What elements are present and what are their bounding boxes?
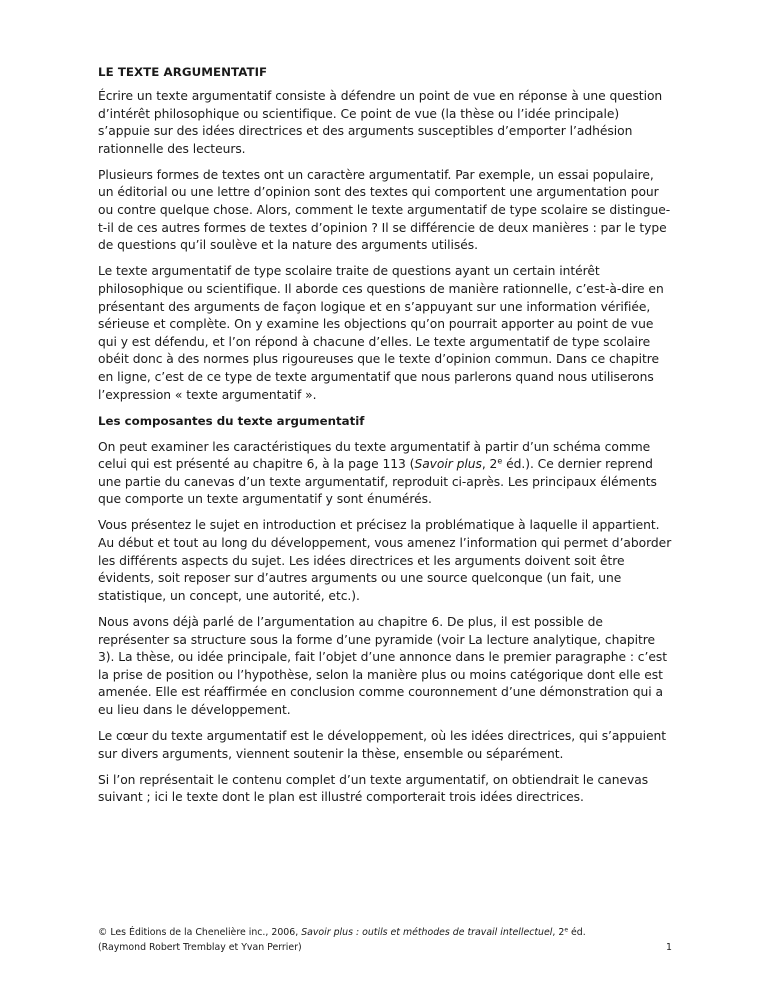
- footer-bottom-line: [98, 940, 672, 955]
- paragraph-scolaire: Le texte argumentatif de type scolaire traite de questions ayant un certain intérêt philosophique ou scientifique. Il aborde ces questions de manière rationnelle, c’est-à-dire en présentant des arguments de façon logique et en s’appuyant sur une information vérifiée, sérieuse et complète. On y examine les objections qu’on pourrait apporter au point de vue qui y est défendu, et l’on répond à chacune d’elles. Le texte argumentatif de type scolaire obéit donc à des normes plus rigoureuses que le texte d’opinion commun. Dans ce chapitre en ligne, c’est de ce type de texte argumentatif que nous parlerons quand nous utiliserons l’expression « texte argumentatif ».: [98, 264, 664, 402]
- page-footer: [98, 925, 672, 955]
- edition-superscript: e: [497, 456, 503, 466]
- footer-edition-number: , 2: [552, 927, 565, 938]
- footer-authors: (Raymond Robert Tremblay et Yvan Perrier): [98, 942, 302, 953]
- paragraph-coeur: Le cœur du texte argumentatif est le développement, où les idées directrices, qui s’appuient sur divers arguments, viennent soutenir la thèse, ensemble ou séparément.: [98, 729, 667, 761]
- edition-number: , 2: [481, 457, 498, 472]
- section-heading: Les composantes du texte argumentatif: [98, 413, 365, 428]
- paragraph-intro: Écrire un texte argumentatif consiste à défendre un point de vue en réponse à une question d’intérêt philosophique ou scientifique. Ce point de vue (la thèse ou l’idée principale) s’appuie sur des idées directrices et des arguments susceptibles d’emporter l’adhésion rationnelle des lecteurs.: [98, 89, 663, 156]
- footer-edition-suffix: éd.: [568, 927, 586, 938]
- footer-copyright: [98, 925, 672, 940]
- paragraph-pyramide: Nous avons déjà parlé de l’argumentation au chapitre 6. De plus, il est possible de représenter sa structure sous la forme d’une pyramide (voir La lecture analytique, chapitre 3). La thèse, ou idée principale, fait l’objet d’une annonce dans le premier paragraphe : c’est la prise de position ou l’hypothèse, selon la manière plus ou moins catégorique dont elle est amenée. Elle est réaffirmée en conclusion comme couronnement d’une démonstration qui a eu lieu dans le développement.: [98, 614, 668, 717]
- page-number: 1: [666, 942, 672, 953]
- paragraph-schema: [98, 439, 672, 509]
- schema-text-before: On peut examiner les caractéristiques du texte argumentatif à partir d’un schéma comme celui qui est présenté au chapitre 6, à la page 113 (: [98, 439, 651, 472]
- paragraph-canevas: Si l’on représentait le contenu complet d’un texte argumentatif, on obtiendrait le canevas suivant ; ici le texte dont le plan est illustré comporterait trois idées directrices.: [98, 772, 649, 805]
- document-body: [98, 64, 672, 815]
- book-title-reference: Savoir plus: [414, 457, 482, 472]
- schema-text-after: éd.). Ce dernier reprend une partie du canevas d’un texte argumentatif, reproduit ci-après. Les principaux éléments que comporte un texte argumentatif y sont énumérés.: [98, 457, 657, 507]
- footer-copyright-prefix: © Les Éditions de la Chenelière inc., 2006,: [98, 927, 302, 938]
- paragraph-forms: Plusieurs formes de textes ont un caractère argumentatif. Par exemple, un essai populaire, un éditorial ou une lettre d’opinion sont des textes qui comportent une argumentation pour ou contre quelque chose. Alors, comment le texte argumentatif de type scolaire se distingue-t-il de ces autres formes de textes d’opinion ? Il se différencie de deux manières : par le type de questions qu’il soulève et la nature des arguments utilisés.: [98, 167, 671, 253]
- document-title: LE TEXTE ARGUMENTATIF: [98, 65, 268, 79]
- paragraph-introduction-sujet: Vous présentez le sujet en introduction et précisez la problématique à laquelle il appartient. Au début et tout au long du développement, vous amenez l’information qui permet d’aborder les différents aspects du sujet. Les idées directrices et les arguments doivent soit être évidents, soit reposer sur d’autres arguments ou une source quelconque (un fait, une statistique, un concept, une autorité, etc.).: [98, 518, 672, 603]
- footer-edition-superscript: e: [564, 926, 569, 934]
- footer-book-title: Savoir plus : outils et méthodes de travail intellectuel: [301, 927, 553, 938]
